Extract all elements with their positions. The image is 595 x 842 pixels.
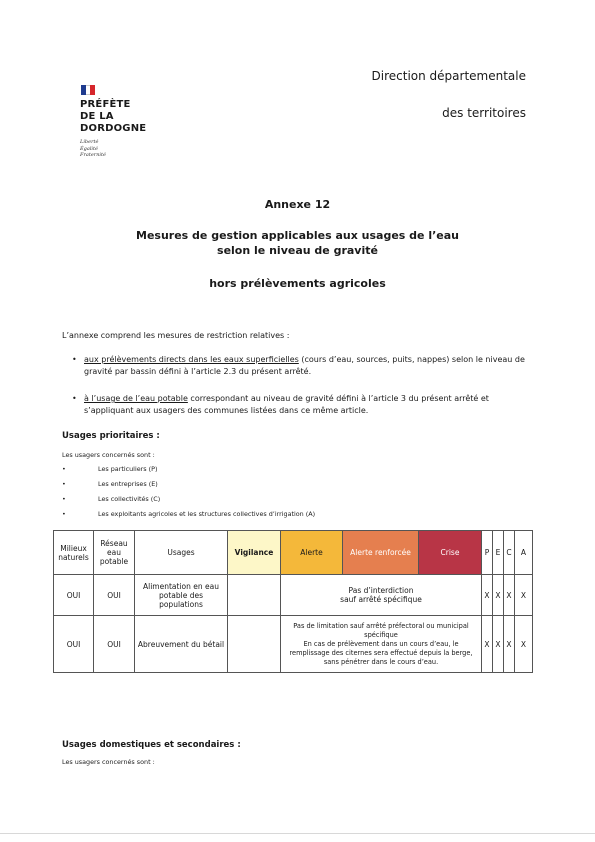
cell-reseau: OUI xyxy=(94,616,135,673)
cell-usage: Alimentation en eau potable des populations xyxy=(135,575,228,616)
scan-bottom-line xyxy=(0,833,595,834)
domestic-users-intro: Les usagers concernés sont : xyxy=(62,758,155,766)
cell-e: X xyxy=(493,616,504,673)
cell-e: X xyxy=(493,575,504,616)
prefecture-logo-name: PRÉFÈTE DE LA DORDOGNE xyxy=(80,99,147,134)
cell-a: X xyxy=(515,616,533,673)
bullet-dot-icon: • xyxy=(72,394,77,403)
header-alerte: Alerte xyxy=(281,531,343,575)
republic-motto: Liberté Égalité Fraternité xyxy=(80,139,106,158)
header-milieux: Milieux naturels xyxy=(54,531,94,575)
header-p: P xyxy=(482,531,493,575)
table-row xyxy=(54,575,533,616)
header-e: E xyxy=(493,531,504,575)
domestic-uses-heading: Usages domestiques et secondaires : xyxy=(62,740,241,750)
cell-vigilance xyxy=(228,616,281,673)
bullet-dot-icon: • xyxy=(62,495,66,503)
header-a: A xyxy=(515,531,533,575)
bullet-dot-icon: • xyxy=(62,465,66,473)
cell-reseau: OUI xyxy=(94,575,135,616)
cell-usage: Abreuvement du bétail xyxy=(135,616,228,673)
cell-measure: Pas de limitation sauf arrêté préfectoral ou municipal spécifique En cas de prélèvement dans un cours d’eau, le remplissage des citernes sera effectué depuis la berge, sans pénétrer dans le cours d’eau. xyxy=(281,616,482,673)
header-vigilance: Vigilance xyxy=(228,531,281,575)
header-reseau: Réseau eau potable xyxy=(94,531,135,575)
cell-milieux: OUI xyxy=(54,575,94,616)
table-row xyxy=(54,616,533,673)
bullet-1-underlined: aux prélèvements directs dans les eaux superficielles xyxy=(84,355,299,364)
direction-line-2: des territoires xyxy=(442,106,526,120)
priority-uses-heading: Usages prioritaires : xyxy=(62,431,160,441)
cell-p: X xyxy=(482,616,493,673)
measures-title: Mesures de gestion applicables aux usages de l’eau selon le niveau de gravité xyxy=(136,229,459,257)
header-c: C xyxy=(504,531,515,575)
header-alerte-renforcee: Alerte renforcée xyxy=(343,531,419,575)
cell-c: X xyxy=(504,575,515,616)
bullet-dot-icon: • xyxy=(72,355,77,364)
marianne-flag-icon xyxy=(81,85,95,95)
header-crise: Crise xyxy=(419,531,482,575)
direction-line-1: Direction départementale xyxy=(371,69,526,83)
cell-vigilance xyxy=(228,575,281,616)
bullet-2-underlined: à l’usage de l’eau potable xyxy=(84,394,188,403)
cell-p: X xyxy=(482,575,493,616)
cell-c: X xyxy=(504,616,515,673)
annexe-title: Annexe 12 xyxy=(264,198,331,211)
intro-text: L’annexe comprend les mesures de restriction relatives : xyxy=(62,331,290,340)
bullet-dot-icon: • xyxy=(62,480,66,488)
measures-table xyxy=(53,530,533,673)
table-header-row xyxy=(54,531,533,575)
bullet-1-text: (cours d’eau, sources, puits, nappes) selon le niveau de gravité par bassin défini à l’article 2.3 du présent arrêté. xyxy=(84,355,525,376)
bullet-dot-icon: • xyxy=(62,510,66,518)
excluding-title: hors prélèvements agricoles xyxy=(209,277,386,290)
cell-milieux: OUI xyxy=(54,616,94,673)
bullet-2-text: correspondant au niveau de gravité défini à l’article 3 du présent arrêté et s’appliquant aux usagers des communes listées dans ce même article. xyxy=(84,394,489,415)
cell-measure: Pas d’interdiction sauf arrêté spécifique xyxy=(281,575,482,616)
header-usages: Usages xyxy=(135,531,228,575)
cell-a: X xyxy=(515,575,533,616)
priority-users-intro: Les usagers concernés sont : xyxy=(62,451,155,459)
